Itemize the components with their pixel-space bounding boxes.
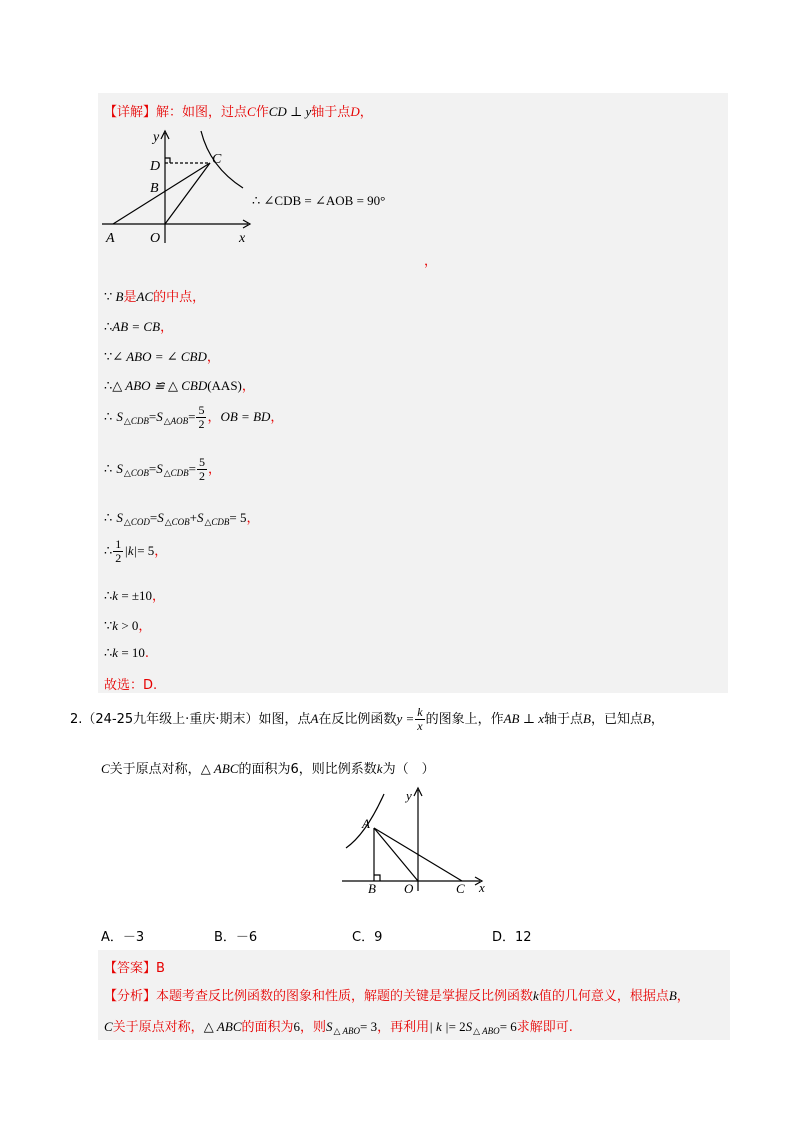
label-C: C xyxy=(212,152,222,167)
label-B: B xyxy=(150,181,159,196)
detail-intro-line: 【详解】解：如图，过点C作CD ⊥ y轴于点D， xyxy=(104,104,373,120)
question-2-figure xyxy=(338,786,490,896)
option-b[interactable]: B．－6 xyxy=(214,930,258,945)
step-6: ∴ $S_{\triangle COB}=S_{\triangle CDB}=$ $\frac{5}{2}$ ， xyxy=(104,455,221,483)
step-2: ∴AB = CB， xyxy=(104,319,174,335)
fraction: $\frac{1}{2}$ xyxy=(115,537,122,565)
option-d[interactable]: D．12 xyxy=(492,930,532,945)
label-B: B xyxy=(368,881,376,896)
step-5: ∴ $S_{\triangle CDB}=S_{\triangle AOB}=$ $\frac{5}{2}$ ，OB = BD， xyxy=(104,403,284,431)
label-C: C xyxy=(456,881,465,896)
label-x: x xyxy=(479,880,485,895)
step-8: ∴ $\frac{1}{2}$ |k|= 5， xyxy=(104,537,168,565)
fraction-k-over-x: $\frac{k}{x}$ xyxy=(417,705,423,733)
angle-statement: ∴ ∠CDB = ∠AOB = 90° xyxy=(252,193,386,208)
option-a[interactable]: A．－3 xyxy=(101,930,145,945)
label-A: A xyxy=(106,231,115,246)
analysis-line-1: 【分析】本题考查反比例函数的图象和性质，解题的关键是掌握反比例函数k值的几何意义，根据点B， xyxy=(104,988,690,1004)
segment-OC xyxy=(165,163,210,224)
step-9: ∴k = ±10， xyxy=(104,588,166,604)
choice-line: 故选：D. xyxy=(104,678,158,693)
step-4: ∴△ ABO ≌ △ CBD(AAS)， xyxy=(104,378,255,394)
fraction: $\frac{5}{2}$ xyxy=(198,455,205,483)
label-A: A xyxy=(362,816,370,831)
step-3: ∵∠ ABO = ∠ CBD， xyxy=(104,349,220,365)
step-1: ∵ B是AC的中点， xyxy=(104,289,206,305)
option-c[interactable]: C．9 xyxy=(352,930,383,945)
label-y: y xyxy=(406,788,412,803)
label-x: x xyxy=(239,231,246,246)
fraction: $\frac{5}{2}$ xyxy=(198,403,205,431)
angle-comma: ， xyxy=(424,254,438,269)
segment-AO xyxy=(374,828,418,881)
step-11: ∴k = 10. xyxy=(104,645,150,661)
segment-AC xyxy=(113,163,210,224)
label-D: D xyxy=(150,159,161,174)
label-y: y xyxy=(153,130,160,145)
step-10: ∵k > 0， xyxy=(104,618,152,634)
hyperbola-curve xyxy=(201,131,243,188)
step-7: ∴ $S_{\triangle COD}=S_{\triangle COB}+S_{\triangle CDB}= 5$， xyxy=(104,510,260,527)
answer-line: 【答案】B xyxy=(104,961,165,976)
label-O: O xyxy=(404,881,414,896)
question-2-line-1: 2.（24-25九年级上·重庆·期末）如图，点A在反比例函数y = $\frac{k}{x}$ 的图象上，作AB ⊥ x轴于点B，已知点B， xyxy=(70,705,664,733)
detail-tag: 【详解】 xyxy=(104,105,157,120)
question-2-line-2: C关于原点对称，△ ABC的面积为6，则比例系数k为（ ） xyxy=(101,761,435,777)
right-angle-mark xyxy=(165,158,170,163)
detail-figure xyxy=(98,125,258,250)
analysis-line-2: C关于原点对称，△ ABC的面积为6，则$S_{\triangle ABO}= 3$，再利用| k |= $2S_{\triangle ABO}= 6$求解即可. xyxy=(104,1019,573,1036)
label-O: O xyxy=(150,231,161,246)
